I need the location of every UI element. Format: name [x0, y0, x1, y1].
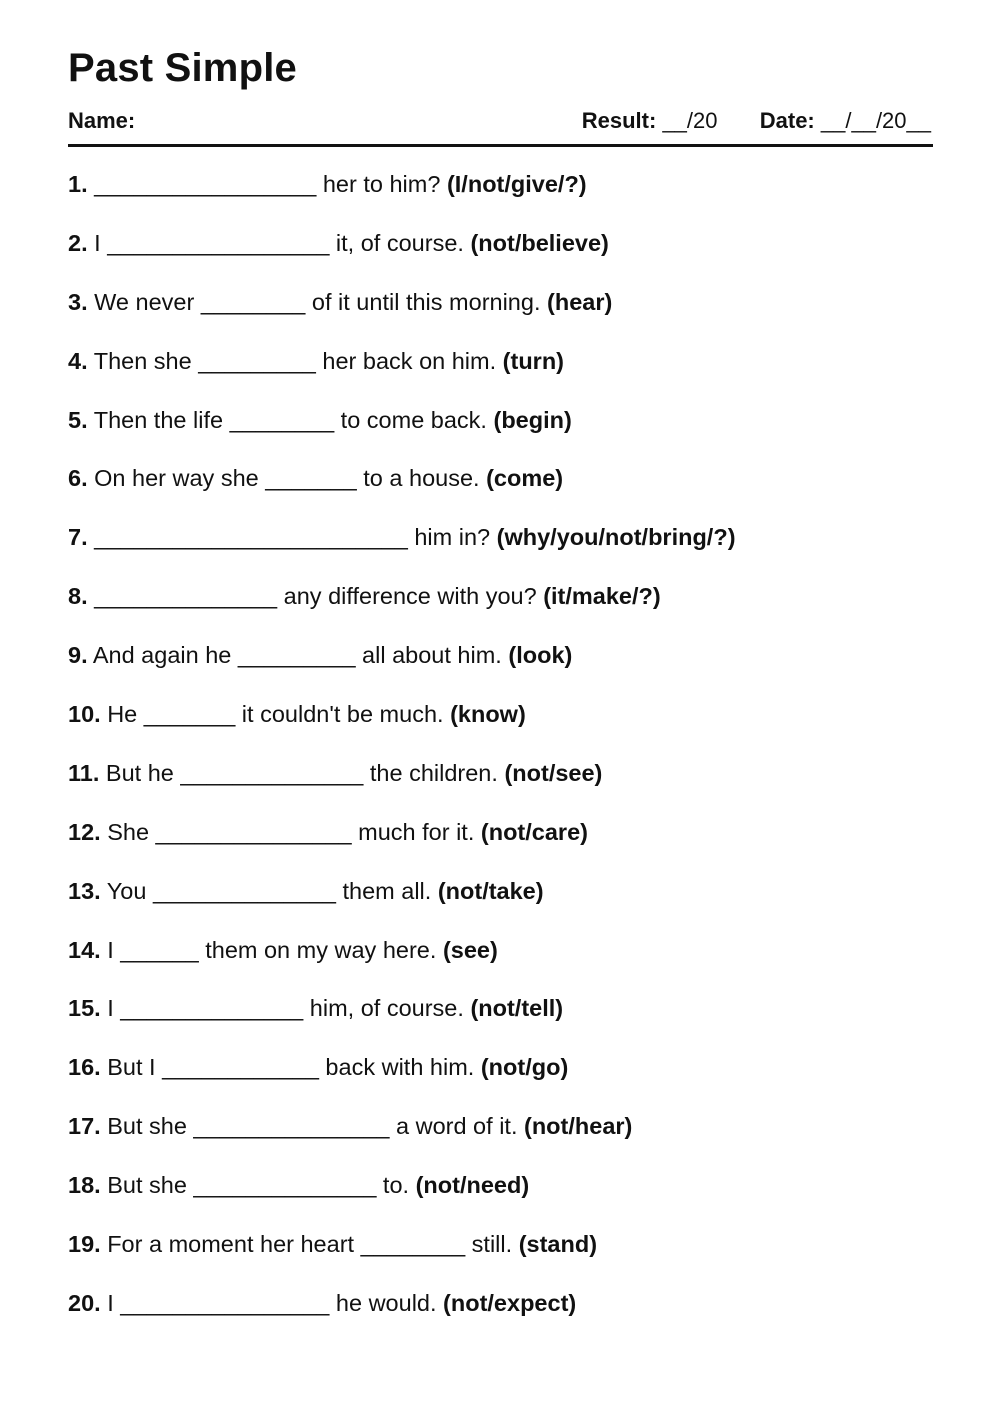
answer-blank[interactable]: _________ [237, 642, 356, 669]
answer-blank[interactable]: ________________ [120, 1289, 330, 1316]
question-item [68, 1168, 933, 1227]
worksheet [68, 40, 933, 1316]
verb-hint: (I/not/give/?) [446, 171, 587, 197]
question-text-before: But he [99, 759, 181, 786]
verb-hint: (not/expect) [443, 1289, 577, 1316]
result-date-group [582, 106, 931, 136]
verb-hint: (not/believe) [470, 229, 609, 256]
verb-hint: (look) [508, 642, 573, 669]
question-text-after: her back on him. [315, 347, 503, 374]
question-number: 19. [68, 1231, 101, 1258]
question-number: 6. [68, 465, 88, 492]
question-number: 15. [68, 995, 101, 1022]
question-item [68, 520, 933, 579]
verb-hint: (not/take) [437, 877, 544, 904]
question-text-before: Then the life [87, 406, 230, 433]
answer-blank[interactable]: _________ [198, 347, 316, 374]
question-number: 1. [68, 171, 88, 197]
answer-blank[interactable]: _______ [143, 701, 236, 728]
verb-hint: (turn) [502, 347, 565, 374]
verb-hint: (know) [450, 701, 526, 728]
question-text-after: still. [465, 1231, 519, 1258]
question-item [68, 461, 933, 520]
question-item [68, 933, 933, 992]
question-number: 5. [68, 406, 88, 433]
answer-blank[interactable]: _______ [265, 465, 357, 492]
name-label: Name: [68, 108, 136, 133]
question-text-before: I [100, 936, 121, 963]
question-text-after: it couldn't be much. [235, 701, 451, 728]
question-number: 10. [68, 701, 101, 728]
question-item [68, 285, 933, 344]
question-item [68, 1227, 933, 1286]
question-number: 4. [68, 347, 88, 374]
question-text-after: them all. [335, 877, 438, 904]
question-number: 20. [68, 1289, 101, 1316]
question-text-after: them on my way here. [198, 936, 443, 963]
verb-hint: (not/hear) [524, 1113, 633, 1140]
question-number: 8. [68, 583, 88, 610]
question-text-after: him in? [407, 524, 497, 551]
question-text-before: We never [87, 288, 201, 315]
question-item [68, 991, 933, 1050]
question-text-after: to a house. [356, 465, 487, 492]
question-number: 18. [68, 1172, 101, 1199]
verb-hint: (come) [486, 465, 564, 492]
question-number: 3. [68, 288, 88, 315]
question-item [68, 697, 933, 756]
question-text-before: On her way she [87, 465, 266, 492]
date-value: __/__/20__ [820, 108, 931, 133]
question-text-after: the children. [363, 759, 505, 786]
question-text-after: to come back. [334, 406, 494, 433]
question-number: 14. [68, 936, 101, 963]
question-text-before: I [100, 1289, 121, 1316]
page-title: Past Simple [68, 46, 297, 90]
date-label: Date: [759, 108, 815, 133]
question-text-after: back with him. [318, 1054, 481, 1081]
answer-blank[interactable]: _________________ [94, 171, 317, 197]
question-number: 12. [68, 818, 101, 845]
header-divider [68, 144, 933, 147]
question-number: 2. [68, 229, 88, 256]
verb-hint: (it/make/?) [543, 583, 661, 610]
answer-blank[interactable]: _______________ [155, 818, 352, 845]
question-text-before: But I [100, 1054, 163, 1081]
question-text-after: any difference with you? [277, 583, 544, 610]
question-item [68, 1050, 933, 1109]
question-text-before: Then she [87, 347, 199, 374]
question-text-before: I [87, 229, 108, 256]
verb-hint: (not/go) [480, 1054, 569, 1081]
question-text-before: But she [100, 1113, 194, 1140]
question-text-before: She [100, 818, 156, 845]
answer-blank[interactable]: ________ [360, 1231, 466, 1258]
worksheet-header [68, 106, 933, 136]
question-item [68, 874, 933, 933]
answer-blank[interactable]: ____________ [162, 1054, 319, 1081]
question-text-after: of it until this morning. [305, 288, 548, 315]
verb-hint: (why/you/not/bring/?) [496, 524, 736, 551]
question-text-after: to. [376, 1172, 416, 1199]
question-list [68, 167, 933, 1345]
question-text-before: You [100, 877, 153, 904]
verb-hint: (not/care) [480, 818, 588, 845]
question-text-after: all about him. [355, 642, 509, 669]
question-item [68, 756, 933, 815]
question-item [68, 1286, 933, 1345]
question-number: 9. [68, 642, 88, 669]
question-item [68, 638, 933, 697]
answer-blank[interactable]: _________________ [107, 229, 330, 256]
answer-blank[interactable]: _______________ [193, 1113, 390, 1140]
result-value: __/20 [662, 108, 718, 133]
question-item [68, 815, 933, 874]
question-item [68, 403, 933, 462]
answer-blank[interactable]: ________ [229, 406, 335, 433]
question-text-before: But she [100, 1172, 194, 1199]
question-text-after: he would. [329, 1289, 444, 1316]
answer-blank[interactable]: ______________ [193, 1172, 377, 1199]
answer-blank[interactable]: ______ [120, 936, 199, 963]
question-text-after: it, of course. [329, 229, 471, 256]
question-text-after: her to him? [316, 171, 447, 197]
verb-hint: (begin) [493, 406, 572, 433]
verb-hint: (not/see) [504, 759, 603, 786]
question-item [68, 1109, 933, 1168]
question-text-before: For a moment her heart [100, 1231, 361, 1258]
answer-blank[interactable]: ______________ [94, 583, 278, 610]
verb-hint: (see) [442, 936, 498, 963]
question-number: 16. [68, 1054, 101, 1081]
question-number: 11. [68, 759, 100, 786]
answer-blank[interactable]: ______________ [180, 759, 364, 786]
answer-blank[interactable]: ________________________ [94, 524, 408, 551]
question-item [68, 167, 933, 226]
verb-hint: (not/tell) [470, 995, 564, 1022]
question-text-after: a word of it. [389, 1113, 524, 1140]
verb-hint: (hear) [547, 288, 613, 315]
answer-blank[interactable]: ______________ [152, 877, 336, 904]
question-text-before: And again he [87, 642, 238, 669]
verb-hint: (stand) [518, 1231, 598, 1258]
question-item [68, 579, 933, 638]
question-text-after: him, of course. [303, 995, 471, 1022]
answer-blank[interactable]: ______________ [120, 995, 304, 1022]
question-number: 17. [68, 1113, 101, 1140]
result-label: Result: [581, 108, 657, 133]
question-number: 13. [68, 877, 101, 904]
question-number: 7. [68, 524, 88, 551]
verb-hint: (not/need) [415, 1172, 530, 1199]
question-item [68, 344, 933, 403]
question-text-before: I [100, 995, 121, 1022]
answer-blank[interactable]: ________ [200, 288, 306, 315]
question-item [68, 226, 933, 285]
question-text-after: much for it. [351, 818, 481, 845]
question-text-before: He [100, 701, 144, 728]
